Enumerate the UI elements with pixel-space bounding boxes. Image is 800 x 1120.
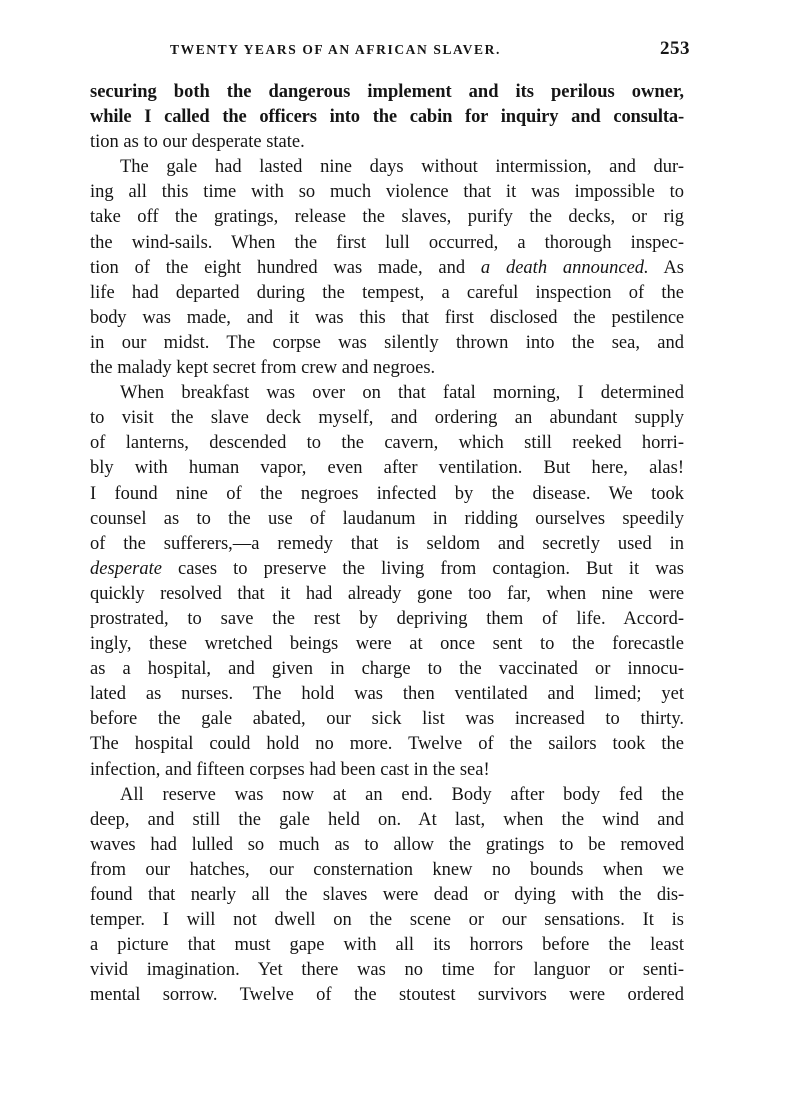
- text-line: When breakfast was over on that fatal morning, I determined: [120, 383, 684, 404]
- text-line: tion as to our desperate state.: [90, 132, 305, 153]
- text-fragment: tion of the eight hundred was made, and: [90, 257, 466, 278]
- text-line: All reserve was now at an end. Body after body fed the: [120, 784, 684, 805]
- text-line: while I called the officers into the cabin for inquiry and consulta-: [90, 107, 684, 128]
- text-fragment: cases to preserve the living from contagion. But it was: [178, 558, 684, 579]
- text-line: as a hospital, and given in charge to the vaccinated or innocu-: [90, 659, 684, 680]
- text-line: prostrated, to save the rest by depriving them of life. Accord-: [90, 608, 684, 629]
- text-line: [90, 256, 684, 281]
- text-line: infection, and fifteen corpses had been cast in the sea!: [90, 759, 490, 780]
- text-line: deep, and still the gale held on. At last, when the wind and: [90, 809, 684, 830]
- body-text: [90, 80, 684, 1008]
- text-line: to visit the slave deck myself, and ordering an abundant supply: [90, 408, 684, 429]
- page-number: 253: [660, 38, 690, 59]
- text-line: I found nine of the negroes infected by the disease. We took: [90, 483, 684, 504]
- text-line: the wind-sails. When the first lull occurred, a thorough inspec-: [90, 232, 684, 253]
- text-line: take off the gratings, release the slaves, purify the decks, or rig: [90, 207, 684, 228]
- text-line: ing all this time with so much violence that it was impossible to: [90, 182, 684, 203]
- text-line: lated as nurses. The hold was then ventilated and limed; yet: [90, 684, 684, 705]
- italic-word: desperate: [90, 558, 162, 579]
- text-fragment: As: [663, 257, 684, 278]
- text-line: counsel as to the use of laudanum in ridding ourselves speedily: [90, 508, 684, 529]
- text-line: in our midst. The corpse was silently thrown into the sea, and: [90, 332, 684, 353]
- running-title: TWENTY YEARS OF AN AFRICAN SLAVER.: [170, 42, 501, 57]
- text-line: from our hatches, our consternation knew no bounds when we: [90, 859, 684, 880]
- text-line: the malady kept secret from crew and negroes.: [90, 358, 436, 379]
- text-line: of the sufferers,—a remedy that is seldom and secretly used in: [90, 533, 684, 554]
- text-line: mental sorrow. Twelve of the stoutest survivors were ordered: [90, 985, 684, 1006]
- text-line: a picture that must gape with all its horrors before the least: [90, 935, 684, 956]
- text-line: The gale had lasted nine days without intermission, and dur-: [120, 157, 684, 178]
- text-line: before the gale abated, our sick list was increased to thirty.: [90, 709, 684, 730]
- text-line: vivid imagination. Yet there was no time for languor or senti-: [90, 960, 684, 981]
- text-line: bly with human vapor, even after ventilation. But here, alas!: [90, 458, 684, 479]
- running-head: [170, 38, 690, 60]
- text-line: quickly resolved that it had already gone too far, when nine were: [90, 583, 684, 604]
- text-line: ingly, these wretched beings were at once sent to the forecastle: [90, 634, 684, 655]
- text-line: found that nearly all the slaves were dead or dying with the dis-: [90, 885, 684, 905]
- italic-phrase: a death announced.: [480, 257, 649, 278]
- text-line: securing both the dangerous implement and its perilous owner,: [90, 82, 684, 102]
- text-line: The hospital could hold no more. Twelve of the sailors took the: [90, 734, 684, 755]
- text-line: body was made, and it was this that first disclosed the pestilence: [90, 307, 684, 328]
- text-line: waves had lulled so much as to allow the gratings to be removed: [90, 834, 684, 855]
- text-line: life had departed during the tempest, a careful inspection of the: [90, 282, 684, 303]
- text-line: [90, 557, 684, 582]
- text-line: of lanterns, descended to the cavern, which still reeked horri-: [90, 433, 684, 454]
- text-line: temper. I will not dwell on the scene or our sensations. It is: [90, 910, 684, 931]
